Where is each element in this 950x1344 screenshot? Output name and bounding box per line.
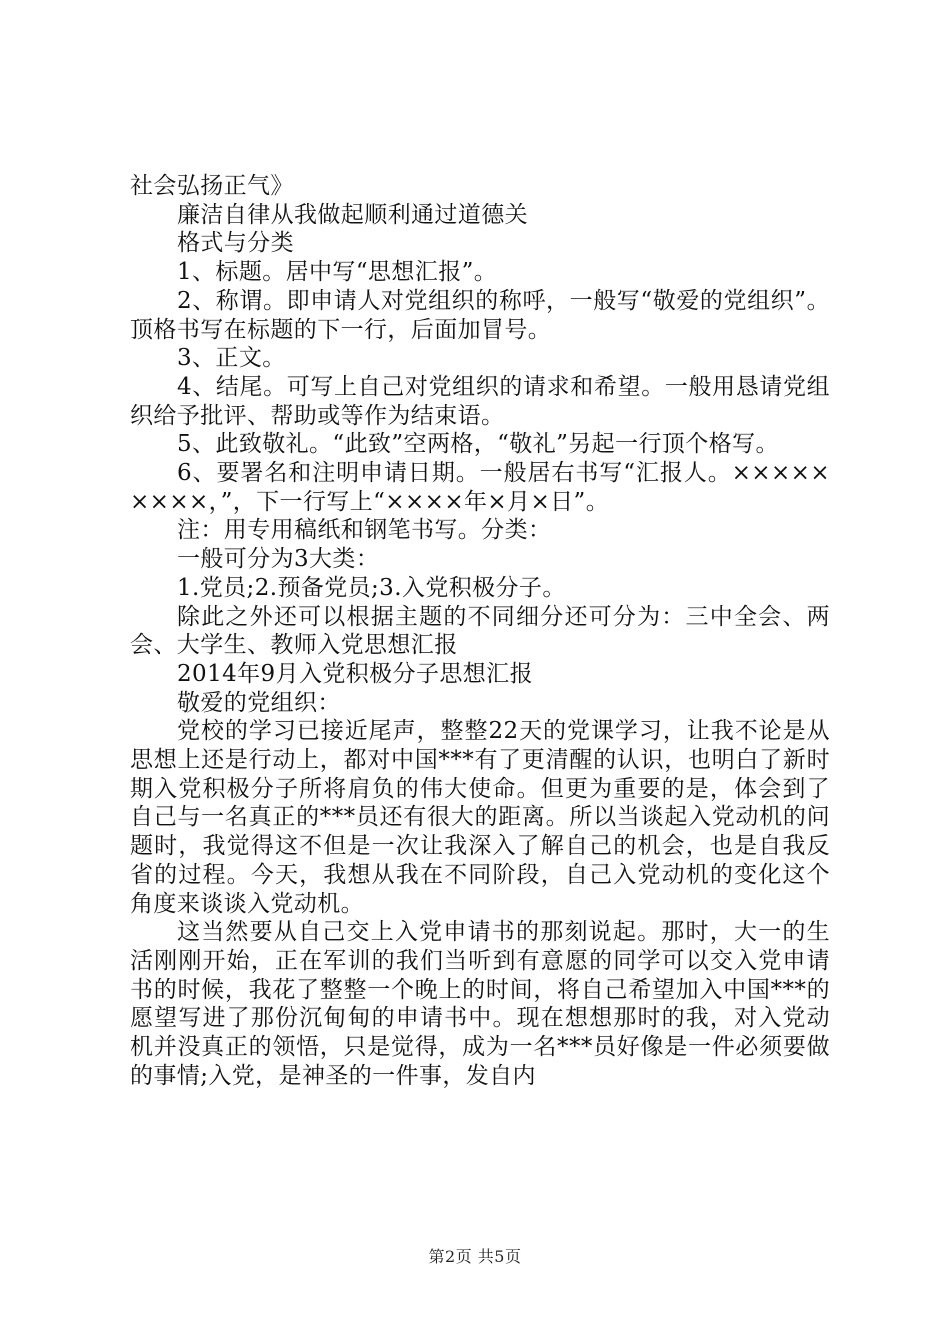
paragraph-8: 6、要署名和注明申请日期。一般居右书写“汇报人。×××××××××，”，下一行写上“××××年×月×日”。 [130,460,830,515]
paragraph-9: 注：用专用稿纸和钢笔书写。分类： [177,517,552,544]
paragraph-2: 格式与分类 [177,230,294,257]
page-number-footer: 第2页 共5页 [428,1247,522,1266]
paragraph-14: 敬爱的党组织： [177,689,341,716]
paragraph-12: 除此之外还可以根据主题的不同细分还可分为：三中全会、两会、大学生、教师入党思想汇报 [130,603,830,659]
paragraph-15: 党校的学习已接近尾声，整整22天的党课学习，让我不论是从思想上还是行动上，都对中国***有了更清醒的认识，也明白了新时期入党积极分子所将肩负的伟大使命。但更为重要的是，体会到了自己与一名真正的***员还有很大的距离。所以当谈起入党动机的问题时，我觉得这不但是一次让我深入了解自己的机会，也是自我反省的过程。今天，我想从我在不同阶段，自己入党动机的变化这个角度来谈谈入党动机。 [130,718,830,917]
paragraph-10: 一般可分为3大类： [177,546,380,573]
paragraph-13: 2014年9月入党积极分子思想汇报 [177,660,533,687]
paragraph-7: 5、此致敬礼。“此致”空两格，“敬礼”另起一行顶个格写。 [177,431,779,458]
paragraph-0: 社会弘扬正气》 [130,173,294,199]
document-body [130,172,830,1091]
paragraph-6: 4、结尾。可写上自己对党组织的请求和希望。一般用恳请党组织给予批评、帮助或等作为结束语。 [130,373,830,429]
paragraph-11: 1.党员;2.预备党员;3.入党积极分子。 [177,574,566,601]
paragraph-1: 廉洁自律从我做起顺利通过道德关 [177,201,528,228]
paragraph-16: 这当然要从自己交上入党申请书的那刻说起。那时，大一的生活刚刚开始，正在军训的我们当听到有意愿的同学可以交入党申请书的时候，我花了整整一个晚上的时间，将自己希望加入中国***的愿望写进了那份沉甸甸的申请书中。现在想想那时的我，对入党动机并没真正的领悟，只是觉得，成为一名***员好像是一件必须要做的事情;入党，是神圣的一件事，发自内 [130,919,830,1089]
paragraph-5: 3、正文。 [177,345,286,372]
paragraph-4: 2、称谓。即申请人对党组织的称呼，一般写“敬爱的党组织”。顶格书写在标题的下一行，后面加冒号。 [130,287,830,343]
paragraph-3: 1、标题。居中写“思想汇报”。 [177,259,498,286]
